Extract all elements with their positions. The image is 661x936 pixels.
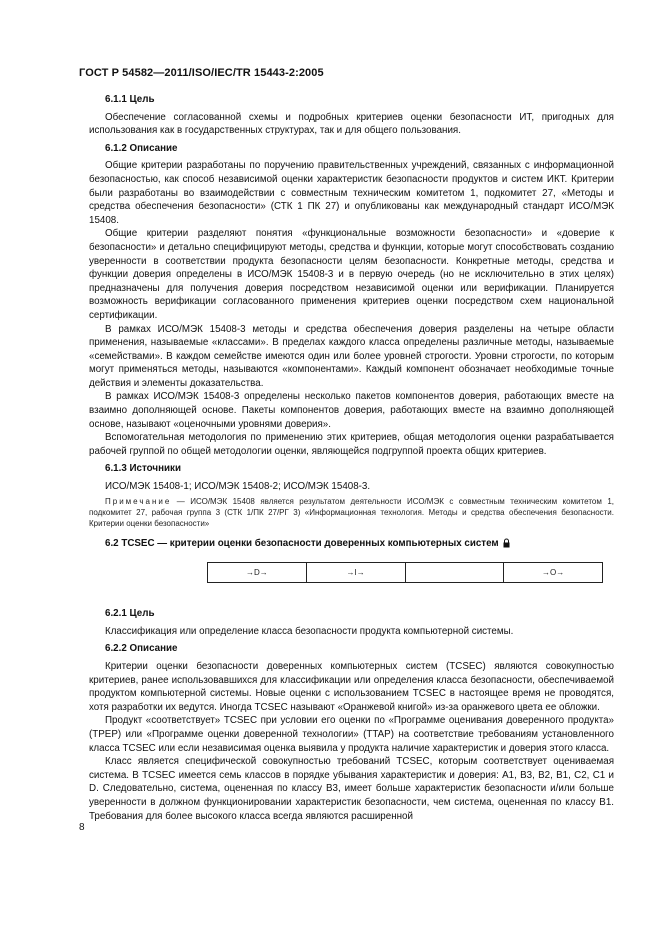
scale-cell-i: →I→ — [307, 563, 406, 582]
paragraph: ИСО/МЭК 15408-1; ИСО/МЭК 15408-2; ИСО/МЭК 15408-3. — [105, 481, 371, 493]
section-heading-622: 6.2.2 Описание — [105, 643, 178, 655]
section-heading-612: 6.1.2 Описание — [105, 142, 178, 154]
paragraph: Общие критерии разделяют понятия «функциональные возможности безопасности» и «доверие к безопасности» и детально специфицируют методы, средства и функции, которые могут способствовать созданию уверенности в соответствии продукта безопасности целям безопасности. Конкретные методы, средства и функции доверия определены в ИСО/МЭК 15408-3 и в первую очередь (но не исключительно в этих целях) предназначены для получения доверия посредством независимой оценки или верификации. Планируется возможность верификации согласованного применения критериев оценки посредством схем национальной сертификации. — [89, 228, 614, 321]
paragraph: Продукт «соответствует» TCSEC при условии его оценки по «Программе оценивания доверенного продукта» (TPEP) или «Программе оценки доверенной технологии» (TTAP) на соответствие требованиям установленного класса TCSEC или если независимая оценка выявила у продукта наличие характеристик и доверия этого класса. — [89, 715, 614, 754]
section-heading-62 — [105, 537, 614, 553]
category-scale — [207, 562, 603, 583]
scale-cell-d: →D→ — [208, 563, 307, 582]
section-heading-613: 6.1.3 Источники — [105, 463, 181, 475]
scale-cell-o: →O→ — [542, 568, 565, 578]
paragraph: Обеспечение согласованной схемы и подробных критериев оценки безопасности ИТ, пригодных для использования как в государственных структурах, так и для общего пользования. — [89, 111, 614, 137]
note-text: — ИСО/МЭК 15408 является результатом деятельности ИСО/МЭК с совместным техническим комитетом 1, подкомитет 27, рабочая группа 3 (СТК 1/ПК 27/РГ 3) «Информационная технология. Методы и средства обеспечения безопасности. Критерии оценки безопасности» — [89, 496, 614, 528]
document-header: ГОСТ Р 54582—2011/ISO/IEC/TR 15443-2:2005 — [79, 67, 324, 79]
paragraph: Критерии оценки безопасности доверенных компьютерных систем (TCSEC) являются совокупностью критериев, ранее использовавшихся для классификации или определения класса безопасности, обеспечиваемой продуктом компьютерной системы. Новые оценки с использованием TCSEC в настоящее время не проводятся, хотя разработки их ведутся. Иногда TCSEC называют «Оранжевой книгой» из-за оранжевого цвета ее обложки. — [89, 661, 614, 713]
paragraph: В рамках ИСО/МЭК 15408-3 методы и средства обеспечения доверия разделены на четыре области применения, называемые «классами». В пределах каждого класса определены различные методы, называемые «семействами». В каждом семействе имеются один или более уровней строгости. Уровни строгости, по которым могут применяться методы, называются «компонентами». Каждый компонент обозначает необходимые точные действия и элементы доказательства. — [89, 323, 614, 389]
note-label: Примечание — [105, 496, 172, 506]
note — [89, 496, 614, 529]
scale-cell-empty — [406, 563, 505, 582]
paragraph: Вспомогательная методология по применению этих критериев, общая методология оценки разрабатывается рабочей группой по общей методологии оценки, являющейся подгруппой проекта общих критериев. — [89, 432, 614, 457]
section-heading-611: 6.1.1 Цель — [105, 94, 155, 105]
page-number: 8 — [79, 822, 85, 833]
page-content — [89, 93, 614, 823]
paragraph: Класс является специфической совокупностью требований TCSEC, которым соответствует оцениваемая система. В TCSEC имеется семь классов в порядке убывания характеристик и доверия: A1, B3, B2, B1, C2, C1 и D. Следовательно, система, оцененная по классу B3, имеет больше характеристик безопасности и/или больше уверенности в должном функционировании характеристик безопасности, чем система, оцененная по классу B1. Требования для более высокого класса всегда являются расширенной — [89, 756, 614, 822]
paragraph: Классификация или определение класса безопасности продукта компьютерной системы. — [105, 625, 514, 637]
paragraph: Общие критерии разработаны по поручению правительственных учреждений, связанных с информационной безопасностью, как способ независимой оценки характеристик безопасности продуктов и систем ИКТ. Критерии были разработаны во взаимодействии с совместным техническим комитетом 1, подкомитет 27, «Методы и средства обеспечения безопасности» (СТК 1 ПК 27) и опубликованы как международный стандарт ИСО/МЭК 15408. — [89, 160, 614, 226]
paragraph: В рамках ИСО/МЭК 15408-3 определены несколько пакетов компонентов доверия, работающих вместе на взаимно дополняющей основе. Пакеты компонентов доверия, работающих вместе на взаимно дополняющей основе, называют «оценочными уровнями доверия». — [89, 391, 614, 430]
lock-icon — [503, 538, 510, 553]
section-heading-621: 6.2.1 Цель — [105, 608, 155, 620]
section-heading-62-text: 6.2 TCSEC — критерии оценки безопасности доверенных компьютерных систем — [105, 537, 499, 549]
